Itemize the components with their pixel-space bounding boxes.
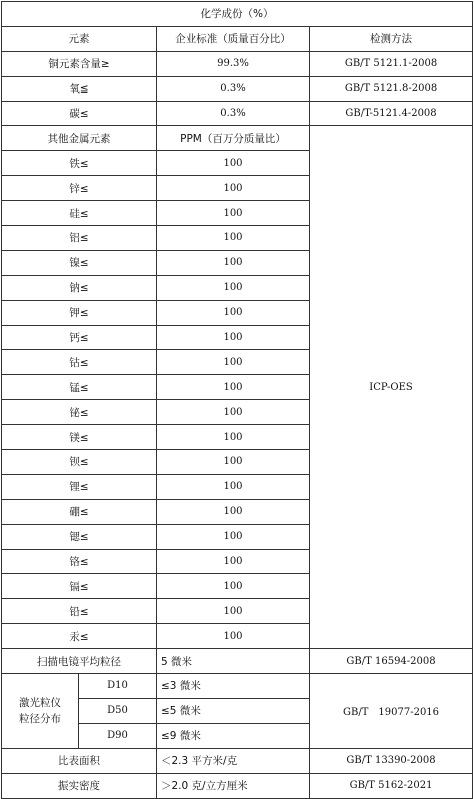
metal-name: 锶≤ bbox=[2, 524, 157, 549]
metal-name: 硼≤ bbox=[2, 499, 157, 524]
metal-value: 100 bbox=[157, 300, 310, 325]
metal-value: 100 bbox=[157, 226, 310, 251]
metal-value: 100 bbox=[157, 524, 310, 549]
metal-value: 100 bbox=[157, 499, 310, 524]
header-element: 元素 bbox=[2, 26, 157, 51]
metal-name: 锌≤ bbox=[2, 176, 157, 201]
metal-value: 100 bbox=[157, 450, 310, 475]
metal-name: 锰≤ bbox=[2, 375, 157, 400]
table-title: 化学成份（%） bbox=[2, 2, 473, 27]
metal-value: 100 bbox=[157, 176, 310, 201]
row-value: 0.3% bbox=[157, 76, 310, 101]
surface-value: ＜2.3 平方米/克 bbox=[157, 748, 310, 773]
row-method: GB/T 5121.1-2008 bbox=[310, 51, 473, 76]
laser-value: ≤9 微米 bbox=[157, 723, 310, 748]
row-value: 0.3% bbox=[157, 101, 310, 126]
row-name: 碳≤ bbox=[2, 101, 157, 126]
surface-name: 比表面积 bbox=[2, 748, 157, 773]
sem-name: 扫描电镜平均粒径 bbox=[2, 649, 157, 674]
row-method: GB/T 5121.8-2008 bbox=[310, 76, 473, 101]
surface-row bbox=[2, 748, 473, 773]
metal-name: 铁≤ bbox=[2, 151, 157, 176]
metal-name: 钠≤ bbox=[2, 275, 157, 300]
sem-method: GB/T 16594-2008 bbox=[310, 649, 473, 674]
metal-name: 汞≤ bbox=[2, 624, 157, 649]
metal-value: 100 bbox=[157, 375, 310, 400]
metal-value: 100 bbox=[157, 549, 310, 574]
tap-method: GB/T 5162-2021 bbox=[310, 773, 473, 798]
metal-name: 钙≤ bbox=[2, 325, 157, 350]
metal-value: 100 bbox=[157, 574, 310, 599]
metal-value: 100 bbox=[157, 325, 310, 350]
other-metals-label: 其他金属元素 bbox=[2, 126, 157, 151]
laser-key: D10 bbox=[79, 674, 157, 699]
table-row bbox=[2, 101, 473, 126]
metal-value: 100 bbox=[157, 400, 310, 425]
header-row bbox=[2, 26, 473, 51]
header-standard: 企业标准（质量百分比） bbox=[157, 26, 310, 51]
laser-row bbox=[2, 674, 473, 699]
sem-value: 5 微米 bbox=[157, 649, 310, 674]
tap-name: 振实密度 bbox=[2, 773, 157, 798]
metal-name: 镁≤ bbox=[2, 425, 157, 450]
header-method: 检测方法 bbox=[310, 26, 473, 51]
laser-key: D50 bbox=[79, 698, 157, 723]
row-method: GB/T-5121.4-2008 bbox=[310, 101, 473, 126]
chemical-composition-table bbox=[1, 1, 473, 799]
metal-name: 锂≤ bbox=[2, 474, 157, 499]
other-metals-header-row bbox=[2, 126, 473, 151]
metal-name: 钾≤ bbox=[2, 300, 157, 325]
title-row bbox=[2, 2, 473, 27]
metal-name: 钴≤ bbox=[2, 350, 157, 375]
laser-value: ≤3 微米 bbox=[157, 674, 310, 699]
laser-method: GB/T 19077-2016 bbox=[310, 674, 473, 749]
row-value: 99.3% bbox=[157, 51, 310, 76]
surface-method: GB/T 13390-2008 bbox=[310, 748, 473, 773]
metal-name: 铝≤ bbox=[2, 226, 157, 251]
laser-label-line2: 粒径分布 bbox=[19, 712, 61, 725]
metal-value: 100 bbox=[157, 425, 310, 450]
metal-value: 100 bbox=[157, 350, 310, 375]
metal-value: 100 bbox=[157, 599, 310, 624]
table-row bbox=[2, 51, 473, 76]
sem-row bbox=[2, 649, 473, 674]
tap-value: ＞2.0 克/立方厘米 bbox=[157, 773, 310, 798]
metal-name: 铬≤ bbox=[2, 549, 157, 574]
laser-label bbox=[2, 674, 79, 749]
metal-name: 铋≤ bbox=[2, 400, 157, 425]
metal-value: 100 bbox=[157, 624, 310, 649]
metal-value: 100 bbox=[157, 474, 310, 499]
metal-name: 硅≤ bbox=[2, 201, 157, 226]
metal-value: 100 bbox=[157, 201, 310, 226]
row-name: 铜元素含量≥ bbox=[2, 51, 157, 76]
laser-value: ≤5 微米 bbox=[157, 698, 310, 723]
tap-density-row bbox=[2, 773, 473, 798]
laser-label-line1: 激光粒仪 bbox=[19, 696, 61, 709]
laser-key: D90 bbox=[79, 723, 157, 748]
metal-value: 100 bbox=[157, 250, 310, 275]
metal-name: 镍≤ bbox=[2, 250, 157, 275]
metal-name: 铅≤ bbox=[2, 599, 157, 624]
icp-oes-method: ICP-OES bbox=[310, 126, 473, 649]
row-name: 氧≦ bbox=[2, 76, 157, 101]
metal-name: 钡≤ bbox=[2, 450, 157, 475]
metal-value: 100 bbox=[157, 151, 310, 176]
metal-name: 镉≤ bbox=[2, 574, 157, 599]
metal-value: 100 bbox=[157, 275, 310, 300]
table-row bbox=[2, 76, 473, 101]
other-metals-unit: PPM（百万分质量比） bbox=[157, 126, 310, 151]
